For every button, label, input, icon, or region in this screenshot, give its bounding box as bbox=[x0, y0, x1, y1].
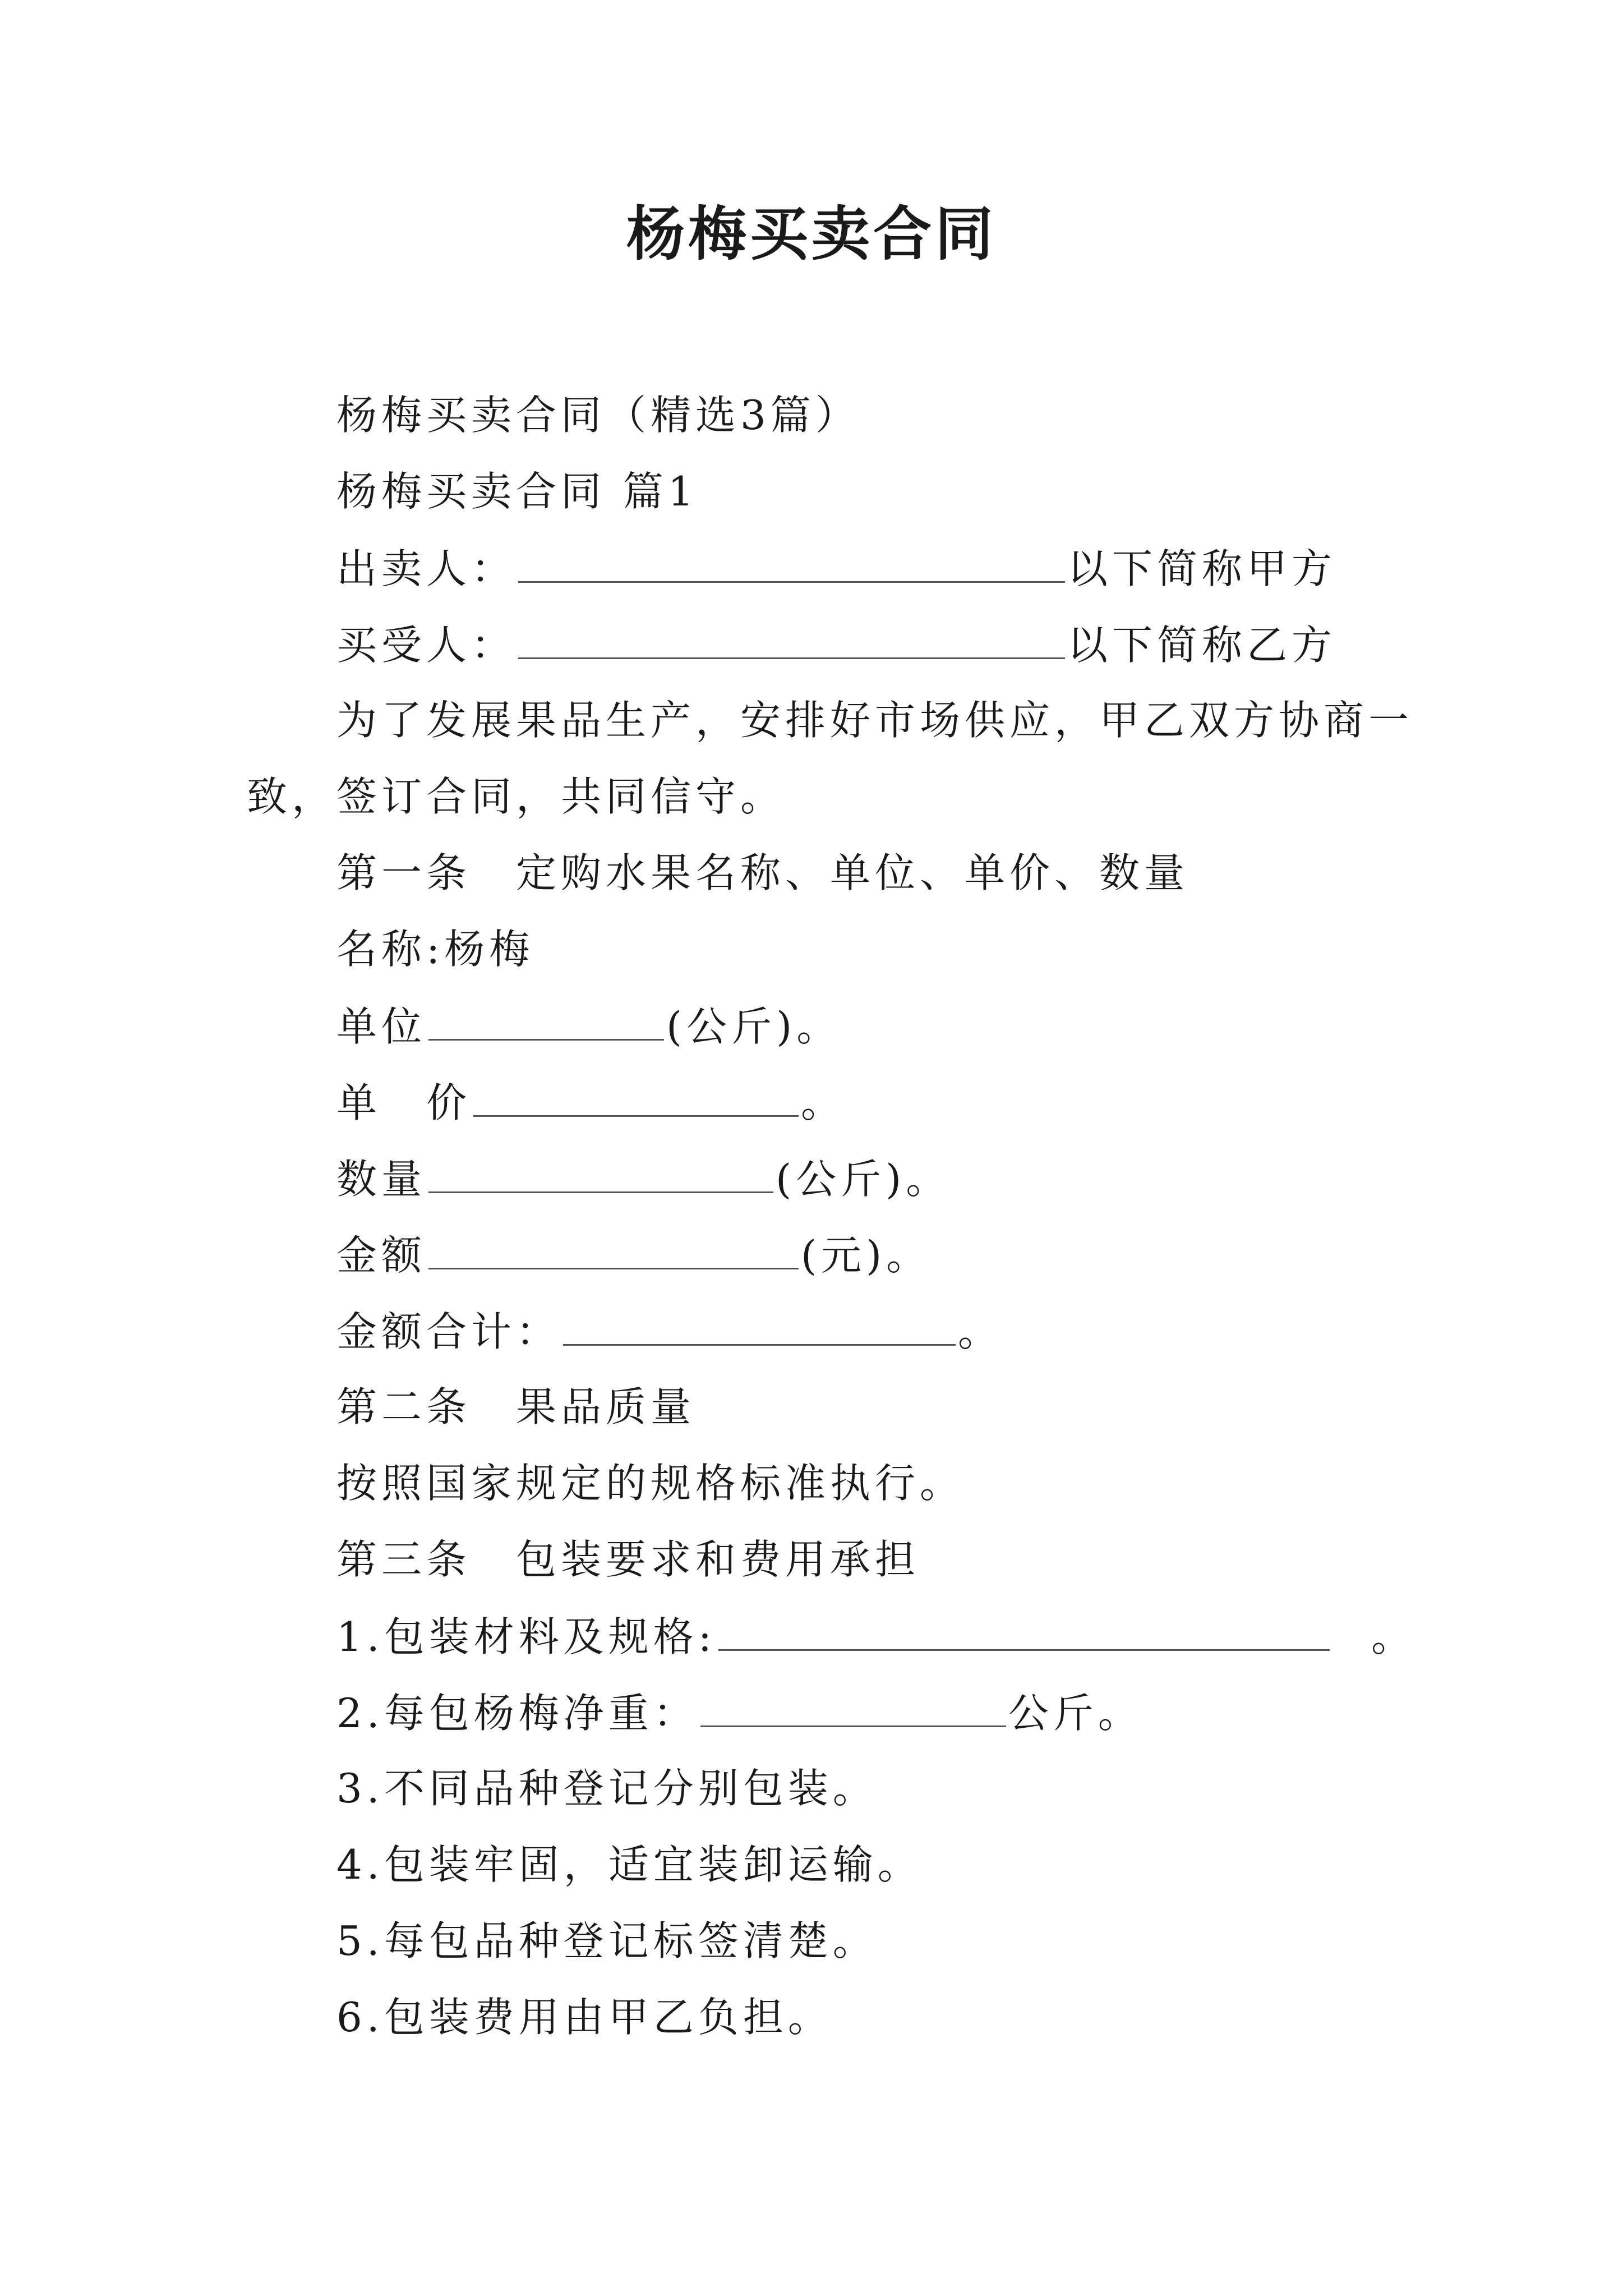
unit-suffix: (公斤)。 bbox=[666, 1003, 842, 1050]
buyer-suffix: 以下简称乙方 bbox=[1067, 622, 1337, 669]
unit-line bbox=[336, 997, 841, 1053]
price-suffix: 。 bbox=[801, 1079, 846, 1126]
pack4-line: 4.包装牢固，适宜装卸运输。 bbox=[336, 1841, 923, 1888]
seller-suffix: 以下简称甲方 bbox=[1067, 545, 1337, 592]
seller-blank bbox=[518, 540, 1065, 583]
buyer-blank bbox=[518, 616, 1065, 659]
pack1-suffix: 。 bbox=[1371, 1613, 1416, 1660]
seller-label: 出卖人： bbox=[336, 545, 517, 592]
amount-label: 金额 bbox=[336, 1232, 427, 1279]
price-label: 单 价 bbox=[336, 1079, 472, 1126]
pack6-line: 6.包装费用由甲乙负担。 bbox=[336, 1994, 833, 2041]
section-heading: 杨梅买卖合同 篇1 bbox=[336, 468, 698, 515]
total-blank bbox=[563, 1303, 956, 1346]
name-line: 名称:杨梅 bbox=[336, 926, 534, 973]
article1-heading: 第一条 定购水果名称、单位、单价、数量 bbox=[336, 849, 1189, 896]
unit-blank bbox=[428, 997, 664, 1041]
amount-line bbox=[336, 1226, 931, 1282]
pack1-line bbox=[336, 1608, 1416, 1664]
pack3-line: 3.不同品种登记分别包装。 bbox=[336, 1765, 878, 1812]
buyer-label: 买受人： bbox=[336, 622, 517, 669]
pack5-line: 5.每包品种登记标签清楚。 bbox=[336, 1917, 878, 1964]
total-suffix: 。 bbox=[958, 1308, 1003, 1355]
pack1-blank bbox=[718, 1608, 1330, 1651]
quality-line: 按照国家规定的规格标准执行。 bbox=[336, 1460, 965, 1507]
seller-line bbox=[336, 540, 1336, 596]
article3-heading: 第三条 包装要求和费用承担 bbox=[336, 1536, 920, 1583]
document-title: 杨梅买卖合同 bbox=[626, 199, 997, 268]
article2-heading: 第二条 果品质量 bbox=[336, 1383, 696, 1430]
qty-blank bbox=[428, 1150, 773, 1193]
pack2-line bbox=[336, 1684, 1143, 1740]
subtitle-line: 杨梅买卖合同（精选3篇） bbox=[336, 392, 860, 439]
pack1-label: 1.包装材料及规格: bbox=[336, 1613, 716, 1660]
intro-line-1: 为了发展果品生产，安排好市场供应，甲乙双方协商一 bbox=[336, 697, 1414, 744]
price-blank bbox=[473, 1074, 799, 1117]
qty-suffix: (公斤)。 bbox=[776, 1156, 951, 1203]
total-label: 金额合计： bbox=[336, 1308, 561, 1355]
pack2-suffix: 公斤。 bbox=[1008, 1690, 1143, 1737]
qty-label: 数量 bbox=[336, 1156, 427, 1203]
amount-blank bbox=[428, 1226, 799, 1269]
intro-line-2: 致，签订合同，共同信守。 bbox=[247, 773, 786, 820]
pack2-label: 2.每包杨梅净重： bbox=[336, 1690, 698, 1737]
pack2-blank bbox=[700, 1684, 1006, 1727]
buyer-line bbox=[336, 616, 1336, 672]
qty-line bbox=[336, 1150, 951, 1206]
price-line bbox=[336, 1074, 846, 1130]
total-line bbox=[336, 1303, 1003, 1359]
unit-label: 单位 bbox=[336, 1003, 427, 1050]
amount-suffix: (元)。 bbox=[801, 1232, 932, 1279]
